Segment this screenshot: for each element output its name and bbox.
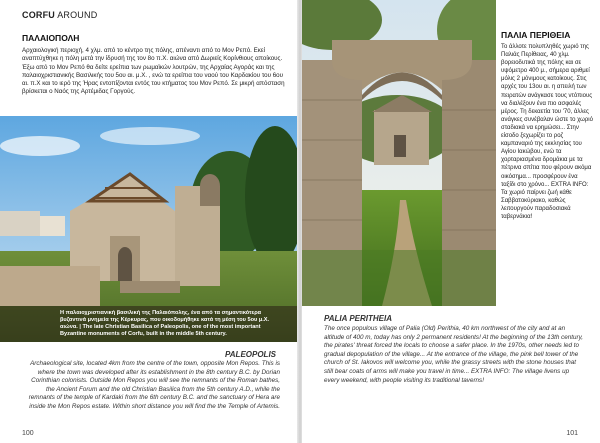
greek-body-text: Αρχαιολογική περιοχή, 4 χλμ. από το κέντρο της πόλης, απέναντι από το Μον Ρεπό. Εκεί αναπτύχθηκε η πόλη μετά την ίδρυσή της τον 8ο π.Χ. αιώνα από Δωριείς Κορίνθιους αποίκους. Έξω από το Μον Ρεπό θα δείτε ερείπια των ρωμαϊκών λουτρών, της Αρχαίας Αγοράς και της παλαιοχριστιανικής Βασιλικής του 5ου αι. μ.Χ. , ενώ τα ερείπια του ναού του Καρδακίου του 6ου αι. π.Χ και το ιερό της Ήρας εντοπίζονται εντός του κτήματος του Μον Ρεπό. Σε μικρή απόσταση βρίσκεται ο Ναός της Αρτέμιδας Γοργούς. — [22, 47, 285, 96]
running-head — [22, 10, 97, 20]
page-number: 101 — [566, 430, 578, 437]
english-section-title: PALEOPOLIS — [225, 350, 276, 359]
english-body-text: The once populous village of Palia (Old) Perithia, 40 km northwest of the city and at an altitude of 400 m, today has only 2 permanent residents! At the beginning of the 13th century, the pirates' threat forced the locals to choose a safer place. In the 1970s, other needs led to gradual depopulation of the village... At the entrance of the village, the pink bell tower of the church of St. Iakovos will welcome you, while the grassy streets with the stone houses that still bear coats of arms will make you travel in time... EXTRA INFO: The village livens up every weekend, with people visiting its traditional taverns! — [324, 325, 584, 384]
greek-section-title: ΠΑΛΙΑ ΠΕΡΙΘΕΙΑ — [501, 30, 571, 40]
photo-caption: Η παλαιοχριστιανική βασιλική της Παλαιόπολης, ένα από τα σημαντικότερα βυζαντινά μνημεία της Κέρκυρας, που οικοδομήθηκε κατά τη μέση του 5ου μ.Χ. αιώνα. | The late Christian Basilica of Paleopolis, one of the most important Byzantine monuments of Corfu, built in the middle 5th century. — [0, 306, 298, 342]
running-head-bold: CORFU — [22, 10, 55, 20]
greek-section-title: ΠΑΛΑΙΟΠΟΛΗ — [22, 33, 80, 43]
perithia-photo — [302, 0, 496, 306]
page-number: 100 — [22, 430, 34, 437]
left-page — [0, 0, 298, 443]
right-page — [302, 0, 600, 443]
greek-body-text: Το άλλοτε πολυπληθές χωριό της Παλιάς Περίθειας, 40 χλμ. βορειοδυτικά της πόλης και σε υψόμετρο 400 μ., σήμερα αριθμεί μόλις 2 μόνιμους κατοίκους. Στις αρχές του 13ου αι. η απειλή των πειρατών ανάγκασε τους ντόπιους να διαλέξουν ένα πιο ασφαλές μέρος. Τη δεκαετία του '70, άλλες ανάγκες συνέβαλαν ώστε το χωριό σταδιακά να ερημώσει... Στην είσοδο ξεχωρίζει το ροζ καμπαναριό της εκκλησίας του Αγίου Ιακώβου, ενώ τα χορταριασμένα δρομάκια με τα πέτρινα σπίτια που φέρουν ακόμα οικόσημα... προσφέρουν ένα ταξίδι στο χρόνο... EXTRA INFO: Τα χωριό παίρνει ζωή κάθε Σαββατοκύριακο, καθώς λειτουργούν παραδοσιακά ταβερνάκια! — [501, 44, 593, 220]
running-head-rest: AROUND — [55, 10, 98, 20]
english-body-text: Archaeological site, located 4km from the centre of the town, opposite Mon Repos. This is where the town was developed after its establishment in the 8th century B.C. by Dorian Corinthian colonists. Outside Mon Repos you will see the remnants of the Roman bathes, the Ancient Forum and the old Christian Basilica from the 5th century A.D., while the remnants of the temple of Kardaki from the 6th century B.C. and the sanctuary of Hera are inside the Mon Repos estate. Within short distance you will find the the Temple of Artemis. — [28, 360, 280, 410]
perithia-illustration — [302, 0, 496, 306]
english-section-title: PALIA PERITHEIA — [324, 314, 393, 323]
basilica-photo — [0, 116, 298, 342]
